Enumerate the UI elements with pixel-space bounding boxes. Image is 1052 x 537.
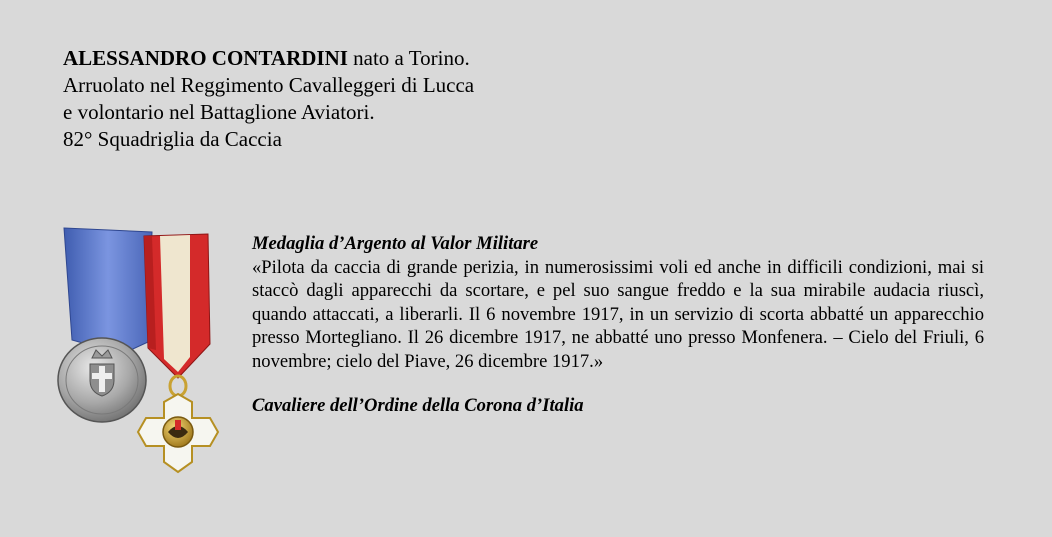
biography-header [63, 45, 623, 153]
silver-medal-ribbon [64, 228, 152, 354]
birthplace: nato a Torino. [347, 46, 470, 70]
citation-block [252, 232, 984, 418]
medals-image [52, 222, 222, 492]
medal-title: Medaglia d’Argento al Valor Militare [252, 233, 539, 254]
header-line-1 [63, 45, 623, 72]
header-line-2: Arruolato nel Reggimento Cavalleggeri di Lucca [63, 73, 475, 97]
silver-medal [58, 338, 146, 422]
order-title: Cavaliere dell’Ordine della Corona d’Italia [252, 395, 584, 416]
order-cross [138, 394, 218, 472]
citation-text: «Pilota da caccia di grande perizia, in numerosissimi voli ed anche in difficili condizioni, mai si staccò dagli apparecchi da scortare, e pel suo sangue freddo e la sua mirabile audacia riuscì, quando attaccati, a liberarli. Il 6 novembre 1917, in un servizio di scorta abbatté un apparecchio presso Mortegliano. Il 26 dicembre 1917, ne abbatté uno presso Monfenera. – Cielo del Friuli, 6 novembre; cielo del Piave, 26 dicembre 1917.» [252, 256, 984, 372]
header-line-4: 82° Squadriglia da Caccia [63, 127, 282, 151]
header-line-3: e volontario nel Battaglione Aviatori. [63, 100, 375, 124]
order-ribbon [144, 234, 210, 378]
pilot-name: ALESSANDRO CONTARDINI [63, 46, 348, 70]
